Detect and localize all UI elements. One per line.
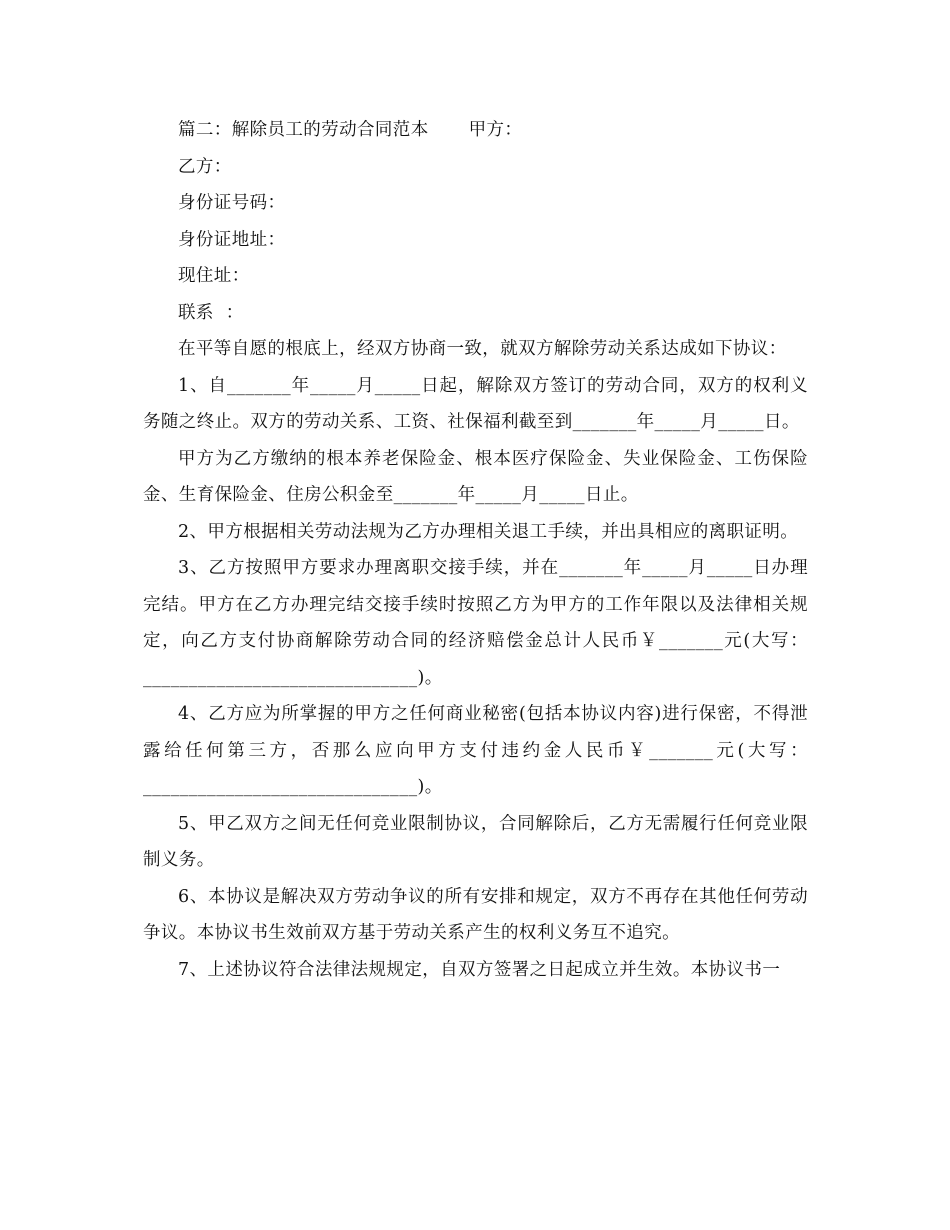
clause-6: 6、本协议是解决双方劳动争议的所有安排和规定，双方不再存在其他任何劳动争议。本协议书生效前双方基于劳动关系产生的权利义务互不追究。	[143, 886, 808, 943]
heading-line	[143, 112, 808, 149]
document-body	[143, 112, 808, 988]
clause-1: 1、自_______年_____月_____日起，解除双方签订的劳动合同，双方的权利义务随之终止。双方的劳动关系、工资、社保福利截至到_______年_____月_____日。	[143, 375, 808, 432]
id-address-label: 身份证地址：	[178, 229, 286, 250]
clause-5: 5、甲乙双方之间无任何竞业限制协议，合同解除后，乙方无需履行任何竞业限制义务。	[143, 813, 808, 870]
document-title: 篇二：解除员工的劳动合同范本	[178, 120, 429, 140]
clause-3: 3、乙方按照甲方要求办理离职交接手续，并在_______年_____月_____日办理完结。甲方在乙方办理完结交接手续时按照乙方为甲方的工作年限以及法律相关规定，向乙方支付协商解除劳动合同的经济赔偿金总计人民币￥_______元(大写：______________________________)。	[143, 558, 808, 688]
clause-7: 7、上述协议符合法律法规规定，自双方签署之日起成立并生效。本协议书一	[178, 959, 781, 980]
clause-4: 4、乙方应为所掌握的甲方之任何商业秘密(包括本协议内容)进行保密，不得泄露给任何第三方，否那么应向甲方支付违约金人民币￥_______元(大写：______________________________)。	[143, 704, 808, 797]
party-a-label: 甲方：	[468, 120, 523, 140]
clause-1-insurance: 甲方为乙方缴纳的根本养老保险金、根本医疗保险金、失业保险金、工伤保险金、生育保险金、住房公积金至_______年_____月_____日止。	[143, 448, 808, 505]
party-b-label: 乙方：	[178, 156, 232, 177]
clause-2: 2、甲方根据相关劳动法规为乙方办理相关退工手续，并出具相应的离职证明。	[178, 521, 799, 542]
id-number-label: 身份证号码：	[178, 193, 286, 213]
intro-paragraph: 在平等自愿的根底上，经双方协商一致，就双方解除劳动关系达成如下协议：	[178, 339, 787, 359]
contact-label: 联系 ：	[178, 302, 244, 323]
current-address-label: 现住址：	[178, 266, 250, 286]
